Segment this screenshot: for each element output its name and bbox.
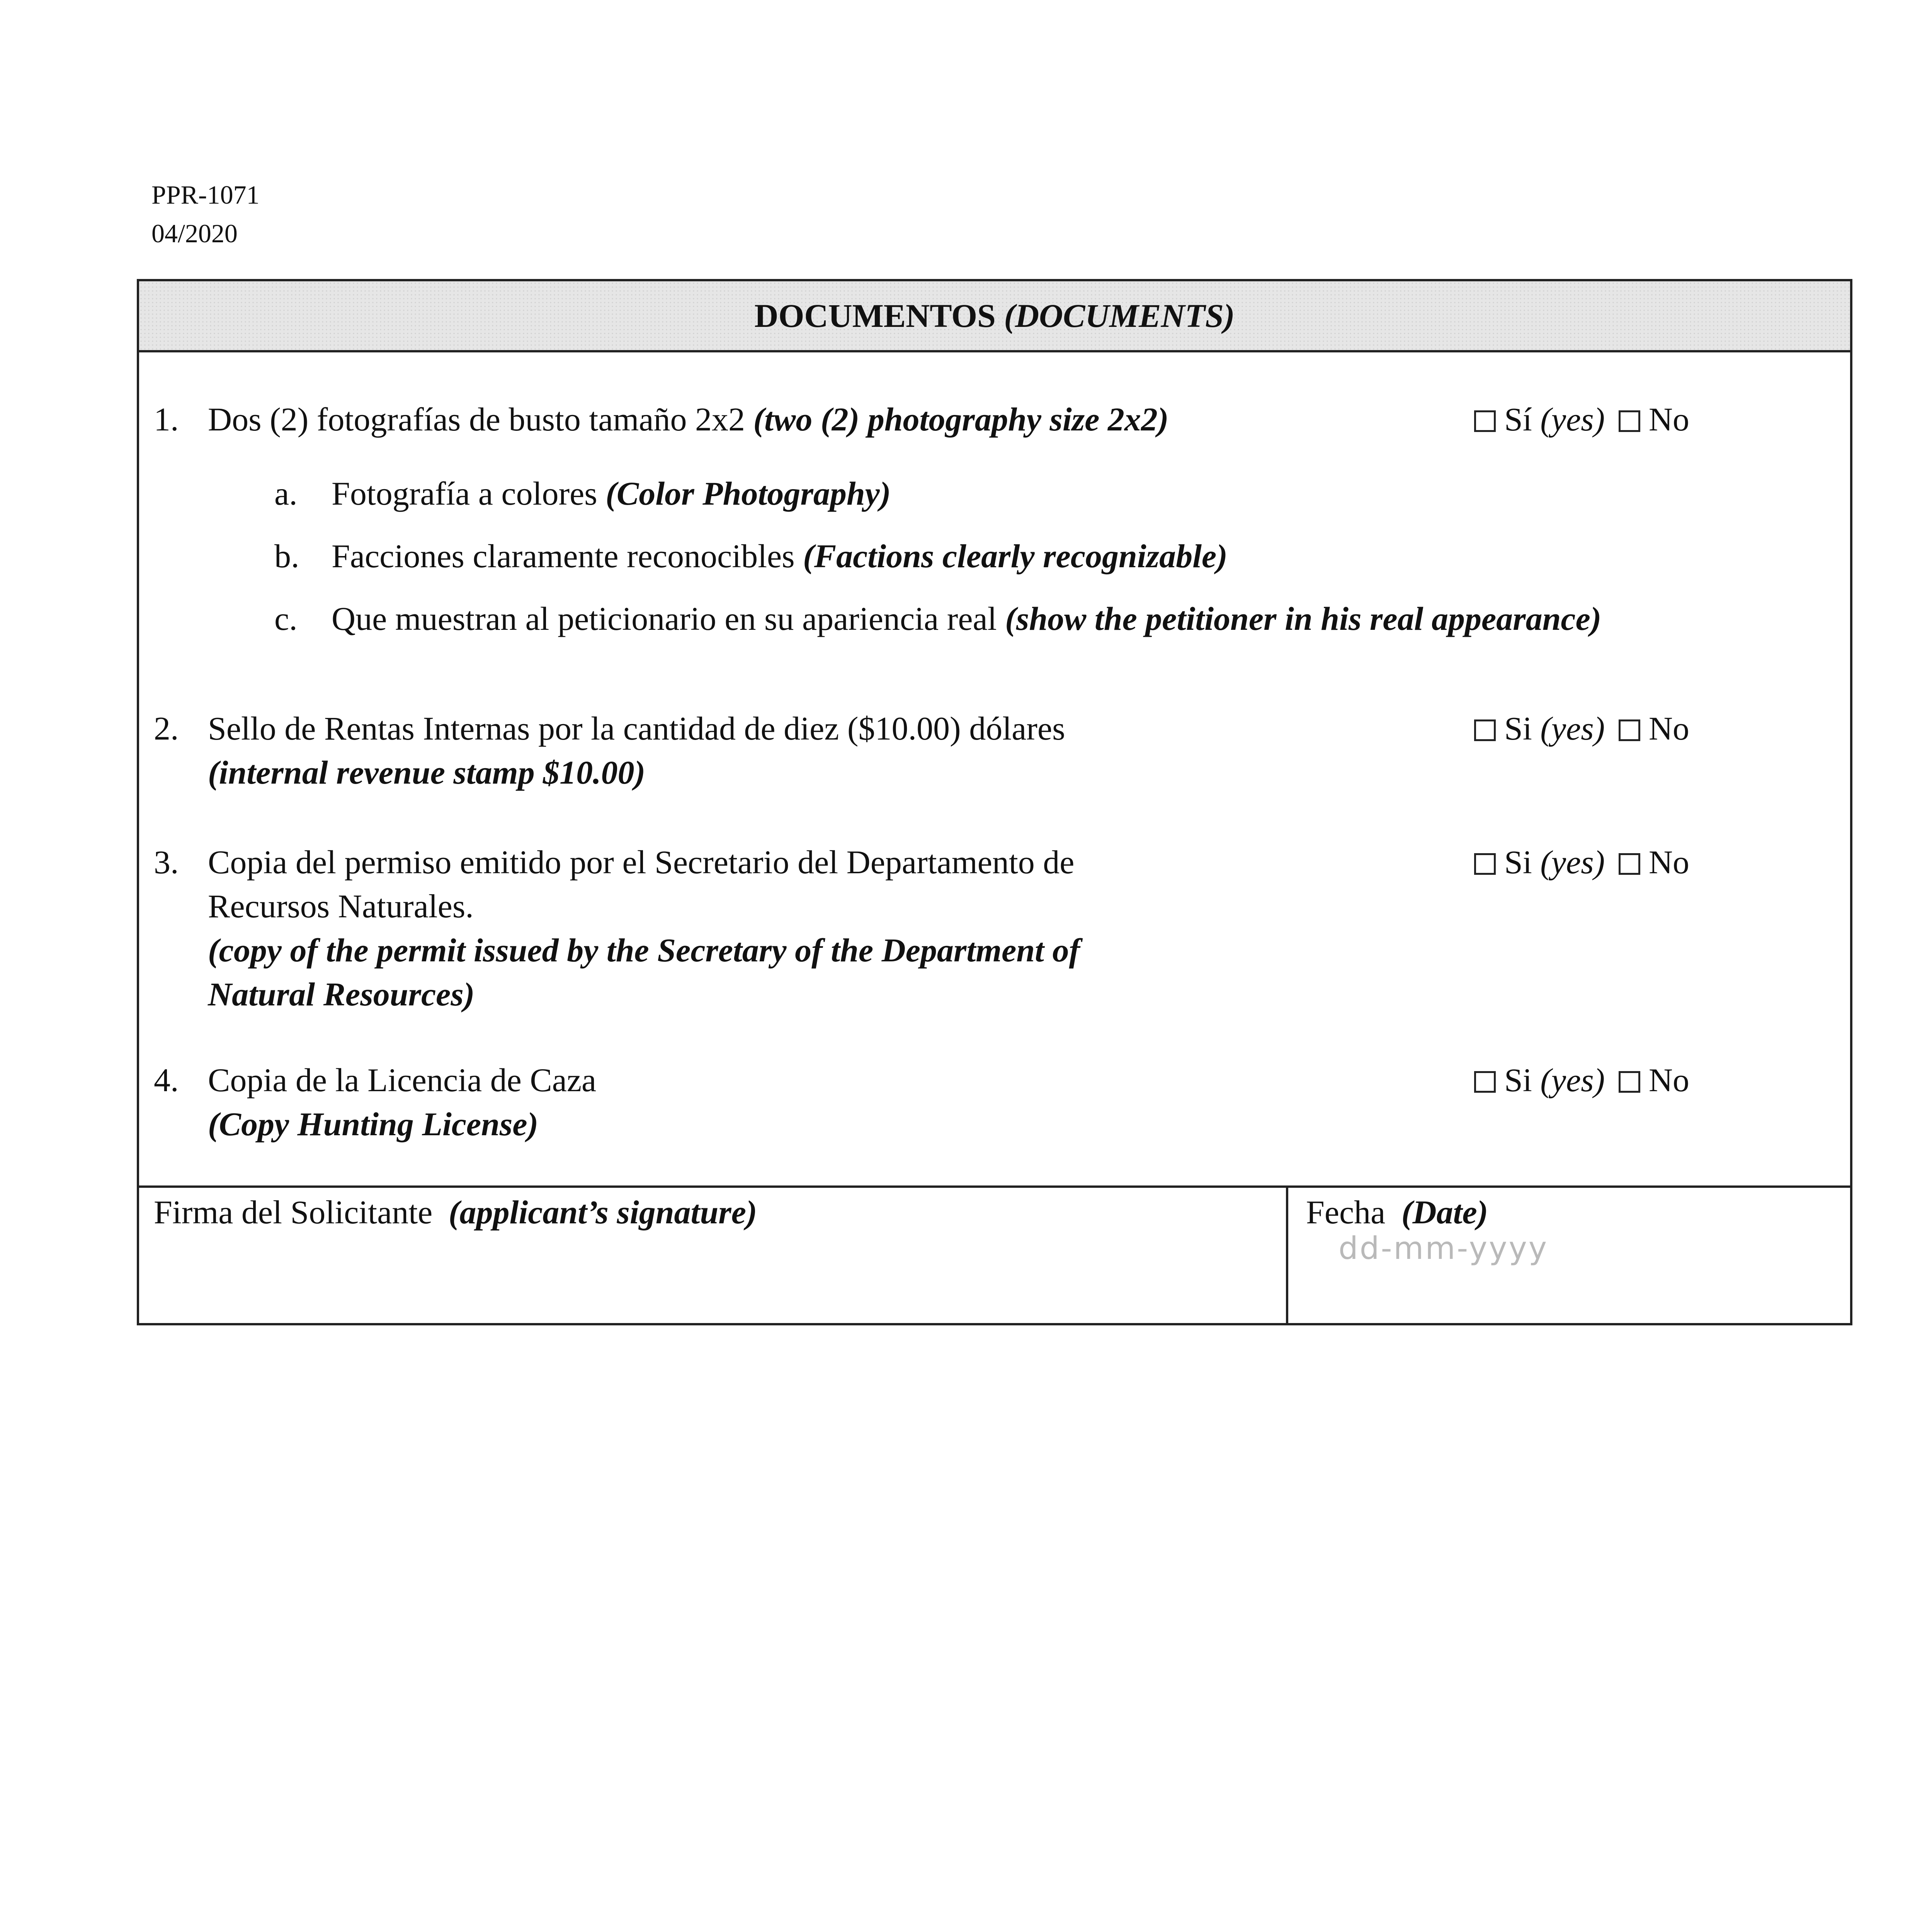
header-title-es: DOCUMENTOS — [754, 297, 996, 334]
no-checkbox[interactable] — [1619, 410, 1640, 432]
subitem-letter: a. — [274, 475, 298, 512]
item-text — [208, 706, 1065, 794]
subitem-text-en: (Factions clearly recognizable) — [803, 537, 1228, 575]
item-text-es: Sello de Rentas Internas por la cantidad de diez ($10.00) dólares — [208, 710, 1065, 747]
item-text — [208, 397, 1169, 441]
no-label: No — [1648, 401, 1689, 438]
form-code: PPR-1071 — [151, 180, 260, 209]
documents-header — [139, 281, 1850, 352]
header-title-en: (DOCUMENTS) — [1004, 297, 1235, 334]
yes-no-options — [1474, 840, 1689, 884]
item-number: 4. — [154, 1061, 179, 1099]
signature-field[interactable] — [154, 1190, 757, 1234]
form-code-block — [151, 175, 260, 253]
item-text-es: Dos (2) fotografías de busto tamaño 2x2 — [208, 401, 745, 438]
no-checkbox[interactable] — [1619, 853, 1640, 875]
yes-label: Si — [1504, 844, 1532, 881]
yes-label-en: (yes) — [1540, 710, 1605, 747]
subitem-text — [332, 534, 1228, 578]
date-input[interactable]: dd-mm-yyyy — [1338, 1230, 1549, 1266]
no-label: No — [1648, 710, 1689, 747]
no-checkbox[interactable] — [1619, 719, 1640, 741]
item-text-en-line2: Natural Resources) — [208, 976, 475, 1013]
yes-label-en: (yes) — [1540, 401, 1605, 438]
yes-checkbox[interactable] — [1474, 1071, 1496, 1093]
item-text-en: (Copy Hunting License) — [208, 1105, 539, 1143]
date-label-es: Fecha — [1306, 1194, 1386, 1231]
item-text — [208, 840, 1080, 1016]
subitem-text-es: Que muestran al peticionario en su apariencia real — [332, 600, 997, 637]
item-text — [208, 1058, 596, 1146]
item-number: 1. — [154, 401, 179, 438]
no-label: No — [1648, 844, 1689, 881]
subitem-text — [332, 597, 1601, 641]
date-label — [1306, 1190, 1488, 1234]
signature-label-en: (applicant’s signature) — [448, 1194, 757, 1231]
item-number: 2. — [154, 710, 179, 747]
item-number: 3. — [154, 844, 179, 881]
signature-date-row — [139, 1185, 1850, 1323]
item-text-en: (two (2) photography size 2x2) — [753, 401, 1169, 438]
subitem-text-es: Fotografía a colores — [332, 475, 597, 512]
subitem-text — [332, 471, 891, 515]
yes-label-en: (yes) — [1540, 844, 1605, 881]
yes-label: Sí — [1504, 401, 1532, 438]
yes-checkbox[interactable] — [1474, 853, 1496, 875]
form-revision-date: 04/2020 — [151, 219, 238, 248]
item-text-es-line2: Recursos Naturales. — [208, 888, 474, 925]
footer-divider — [1286, 1188, 1288, 1323]
signature-label-es: Firma del Solicitante — [154, 1194, 433, 1231]
date-label-en: (Date) — [1401, 1194, 1488, 1231]
yes-label-en: (yes) — [1540, 1061, 1605, 1099]
no-checkbox[interactable] — [1619, 1071, 1640, 1093]
subitem-text-en: (show the petitioner in his real appearance) — [1005, 600, 1602, 637]
subitem-text-es: Facciones claramente reconocibles — [332, 537, 795, 575]
yes-no-options — [1474, 397, 1689, 441]
yes-checkbox[interactable] — [1474, 410, 1496, 432]
yes-no-options — [1474, 1058, 1689, 1102]
yes-checkbox[interactable] — [1474, 719, 1496, 741]
item-text-es: Copia de la Licencia de Caza — [208, 1061, 597, 1099]
yes-label: Si — [1504, 1061, 1532, 1099]
subitem-letter: c. — [274, 600, 298, 637]
item-text-en: (internal revenue stamp $10.00) — [208, 754, 646, 791]
item-text-en-line1: (copy of the permit issued by the Secretary of the Department of — [208, 932, 1080, 969]
yes-label: Si — [1504, 710, 1532, 747]
item-text-es-line1: Copia del permiso emitido por el Secretario del Departamento de — [208, 844, 1075, 881]
subitem-text-en: (Color Photography) — [605, 475, 891, 512]
no-label: No — [1648, 1061, 1689, 1099]
subitem-letter: b. — [274, 537, 299, 575]
documents-table — [137, 279, 1852, 1325]
yes-no-options — [1474, 706, 1689, 750]
